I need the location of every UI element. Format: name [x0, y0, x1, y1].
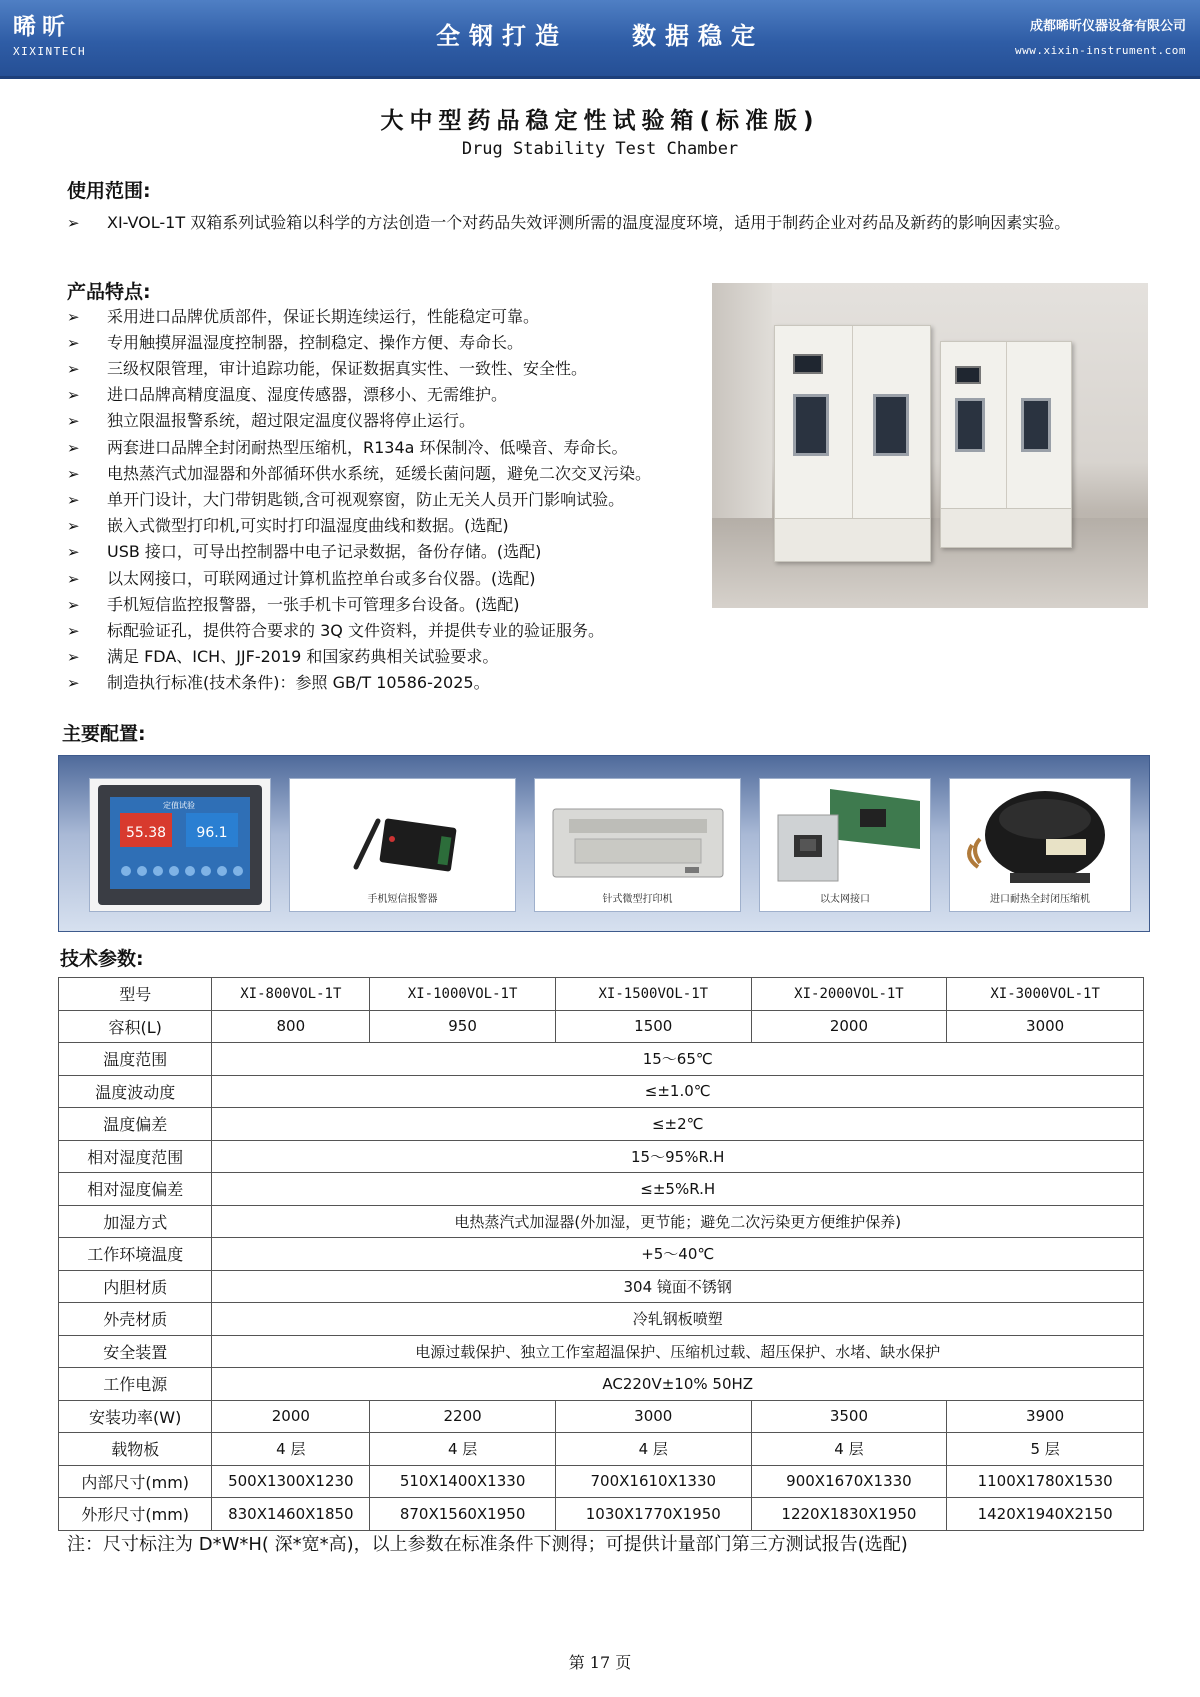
table-cell: 4 层: [212, 1433, 370, 1466]
feature-text: 手机短信监控报警器，一张手机卡可管理多台设备。(选配): [107, 595, 520, 614]
scope-heading: 使用范围:: [67, 180, 151, 202]
table-cell: 2000: [212, 1400, 370, 1433]
table-cell: 3900: [947, 1400, 1144, 1433]
bullet-arrow-icon: ➢: [67, 334, 80, 352]
bullet-arrow-icon: ➢: [67, 465, 80, 483]
bullet-arrow-icon: ➢: [67, 570, 80, 588]
bullet-arrow-icon: ➢: [67, 491, 80, 509]
feature-text: 以太网接口，可联网通过计算机监控单台或多台仪器。(选配): [107, 569, 536, 588]
table-cell-merged: +5～40℃: [212, 1238, 1144, 1271]
table-cell-merged: AC220V±10% 50HZ: [212, 1368, 1144, 1401]
table-cell-merged: 冷轧钢板喷塑: [212, 1303, 1144, 1336]
spec-table: [58, 977, 1144, 1531]
header-banner: [0, 0, 1200, 79]
feature-item: [67, 305, 539, 329]
table-cell: 2200: [370, 1400, 556, 1433]
feature-text: USB 接口，可导出控制器中电子记录数据，备份存储。(选配): [107, 542, 542, 561]
sms-alarm-icon: [290, 779, 515, 889]
table-cell: 870X1560X1950: [370, 1498, 556, 1531]
feature-text: 标配验证孔，提供符合要求的 3Q 文件资料，并提供专业的验证服务。: [107, 621, 604, 640]
chamber-base: [775, 518, 930, 561]
row-label: 安全装置: [59, 1335, 212, 1368]
row-label: 安装功率(W): [59, 1400, 212, 1433]
row-label: 内胆材质: [59, 1270, 212, 1303]
bullet-arrow-icon: ➢: [67, 674, 80, 692]
table-cell: 4 层: [370, 1433, 556, 1466]
config-label-sms-alarm: 手机短信报警器: [367, 894, 438, 905]
printer-icon: [535, 779, 740, 889]
table-row: [59, 1238, 1144, 1271]
table-cell: 3000: [555, 1400, 751, 1433]
table-row: [59, 1465, 1144, 1498]
feature-item: [67, 671, 490, 695]
bullet-arrow-icon: ➢: [67, 622, 80, 640]
touchscreen-controller-icon: [90, 779, 270, 911]
table-row: [59, 1205, 1144, 1238]
table-cell: 1100X1780X1530: [947, 1465, 1144, 1498]
row-label: 载物板: [59, 1433, 212, 1466]
table-cell: 830X1460X1850: [212, 1498, 370, 1531]
table-cell: 1220X1830X1950: [751, 1498, 947, 1531]
table-cell: 700X1610X1330: [555, 1465, 751, 1498]
config-label-printer: 针式微型打印机: [602, 894, 673, 905]
row-label: 外形尺寸(mm): [59, 1498, 212, 1531]
row-label: 工作环境温度: [59, 1238, 212, 1271]
bullet-arrow-icon: ➢: [67, 543, 80, 561]
door-divider: [1006, 342, 1007, 509]
table-cell: 4 层: [751, 1433, 947, 1466]
row-label: 温度偏差: [59, 1108, 212, 1141]
feature-text: 电热蒸汽式加湿器和外部循环供水系统，延缓长菌问题，避免二次交叉污染。: [107, 464, 652, 483]
feature-item: [67, 488, 624, 512]
door-window: [793, 394, 829, 456]
table-row: [59, 1368, 1144, 1401]
chamber-base: [941, 508, 1071, 547]
table-row: [59, 1433, 1144, 1466]
door-window: [873, 394, 909, 456]
table-row: [59, 1270, 1144, 1303]
table-cell-merged: 电热蒸汽式加湿器(外加湿，更节能；避免二次污染更方便维护保养): [212, 1205, 1144, 1238]
features-heading: 产品特点:: [67, 281, 151, 303]
feature-text: 两套进口品牌全封闭耐热型压缩机，R134a 环保制冷、低噪音、寿命长。: [107, 438, 628, 457]
table-cell: 510X1400X1330: [370, 1465, 556, 1498]
feature-text: 嵌入式微型打印机,可实时打印温湿度曲线和数据。(选配): [107, 516, 509, 535]
feature-text: 采用进口品牌优质部件，保证长期连续运行，性能稳定可靠。: [107, 307, 540, 326]
brand-name-en: XIXINTECH: [13, 45, 87, 58]
product-photo: [712, 283, 1148, 608]
feature-item: [67, 409, 475, 433]
compressor-icon: [950, 779, 1130, 889]
table-cell: XI-800VOL-1T: [212, 978, 370, 1011]
config-sms-alarm: [289, 778, 516, 912]
control-screen: [955, 366, 981, 384]
table-cell: XI-1500VOL-1T: [555, 978, 751, 1011]
bullet-arrow-icon: ➢: [67, 308, 80, 326]
table-cell: XI-2000VOL-1T: [751, 978, 947, 1011]
feature-item: [67, 357, 587, 381]
control-screen: [793, 354, 823, 374]
feature-text: 三级权限管理，审计追踪功能，保证数据真实性、一致性、安全性。: [107, 359, 588, 378]
table-cell: 1030X1770X1950: [555, 1498, 751, 1531]
table-cell-merged: 304 镜面不锈钢: [212, 1270, 1144, 1303]
ethernet-card-icon: [760, 779, 930, 889]
config-ethernet: [759, 778, 931, 912]
table-cell-merged: ≤±1.0℃: [212, 1075, 1144, 1108]
row-label: 温度范围: [59, 1043, 212, 1076]
table-cell: XI-1000VOL-1T: [370, 978, 556, 1011]
row-label: 温度波动度: [59, 1075, 212, 1108]
config-heading: 主要配置:: [62, 723, 146, 745]
config-controller: [89, 778, 271, 912]
config-label-compressor: 进口耐热全封闭压缩机: [990, 894, 1090, 905]
table-cell-merged: 电源过载保护、独立工作室超温保护、压缩机过载、超压保护、水堵、缺水保护: [212, 1335, 1144, 1368]
row-label: 内部尺寸(mm): [59, 1465, 212, 1498]
brand-name-cn: 晞昕: [13, 14, 71, 40]
config-strip: [58, 755, 1150, 932]
slogan-data: 数据稳定: [632, 22, 764, 50]
table-row: [59, 1173, 1144, 1206]
bullet-arrow-icon: ➢: [67, 360, 80, 378]
table-cell: 3000: [947, 1010, 1144, 1043]
feature-item: [67, 567, 536, 591]
row-label: 相对湿度偏差: [59, 1173, 212, 1206]
footnote: 注：尺寸标注为 D*W*H( 深*宽*高)，以上参数在标准条件下测得；可提供计量部门第三方测试报告(选配): [67, 1534, 908, 1555]
feature-text: 进口品牌高精度温度、湿度传感器，漂移小、无需维护。: [107, 385, 508, 404]
row-label: 外壳材质: [59, 1303, 212, 1336]
feature-item: [67, 514, 509, 538]
table-row: [59, 1043, 1144, 1076]
feature-item: [67, 436, 628, 460]
table-cell: 1500: [555, 1010, 751, 1043]
chamber-right: [940, 341, 1072, 548]
screen-humidity: 96.1: [196, 825, 228, 841]
table-cell: 2000: [751, 1010, 947, 1043]
bullet-arrow-icon: ➢: [67, 214, 80, 232]
feature-text: 专用触摸屏温湿度控制器，控制稳定、操作方便、寿命长。: [107, 333, 524, 352]
table-cell-merged: 15～65℃: [212, 1043, 1144, 1076]
table-row: [59, 1075, 1144, 1108]
row-label: 容积(L): [59, 1010, 212, 1043]
bullet-arrow-icon: ➢: [67, 439, 80, 457]
feature-item: [67, 593, 520, 617]
table-cell: 4 层: [555, 1433, 751, 1466]
feature-item: [67, 619, 604, 643]
bullet-arrow-icon: ➢: [67, 412, 80, 430]
row-label: 工作电源: [59, 1368, 212, 1401]
table-cell: 3500: [751, 1400, 947, 1433]
table-row: [59, 1140, 1144, 1173]
page-subtitle: Drug Stability Test Chamber: [461, 139, 739, 159]
bullet-arrow-icon: ➢: [67, 517, 80, 535]
screen-title: 定值试验: [163, 801, 195, 810]
slogan-steel: 全钢打造: [436, 22, 568, 50]
bullet-arrow-icon: ➢: [67, 386, 80, 404]
chamber-left: [774, 325, 931, 562]
feature-text: 满足 FDA、ICH、JJF-2019 和国家药典相关试验要求。: [107, 647, 499, 666]
table-cell-merged: ≤±2℃: [212, 1108, 1144, 1141]
page-title: 大中型药品稳定性试验箱(标准版): [380, 108, 820, 134]
params-heading: 技术参数:: [60, 948, 144, 970]
feature-item: [67, 645, 498, 669]
table-row: [59, 1498, 1144, 1531]
table-row: [59, 978, 1144, 1011]
page-number: 第 17 页: [568, 1653, 632, 1672]
table-row: [59, 1400, 1144, 1433]
row-label: 相对湿度范围: [59, 1140, 212, 1173]
table-cell-merged: ≤±5%R.H: [212, 1173, 1144, 1206]
door-window: [1021, 398, 1051, 452]
table-row: [59, 1335, 1144, 1368]
config-compressor: [949, 778, 1131, 912]
table-cell: 500X1300X1230: [212, 1465, 370, 1498]
config-label-ethernet: 以太网接口: [820, 894, 870, 905]
screen-temperature: 55.38: [125, 825, 167, 841]
feature-item: [67, 540, 541, 564]
door-window: [955, 398, 985, 452]
company-website[interactable]: www.xixin-instrument.com: [1015, 44, 1186, 57]
bullet-arrow-icon: ➢: [67, 648, 80, 666]
feature-text: 独立限温报警系统，超过限定温度仪器将停止运行。: [107, 411, 476, 430]
feature-item: [67, 383, 507, 407]
table-row: [59, 1303, 1144, 1336]
bullet-arrow-icon: ➢: [67, 596, 80, 614]
table-cell: 5 层: [947, 1433, 1144, 1466]
feature-item: [67, 462, 651, 486]
table-row: [59, 1108, 1144, 1141]
scope-text: XI-VOL-1T 双箱系列试验箱以科学的方法创造一个对药品失效评测所需的温度湿度环境，适用于制药企业对药品及新药的影响因素实验。: [107, 213, 1071, 232]
feature-item: [67, 331, 523, 355]
table-cell: 800: [212, 1010, 370, 1043]
feature-text: 单开门设计，大门带钥匙锁,含可视观察窗，防止无关人员开门影响试验。: [107, 490, 625, 509]
table-cell: 950: [370, 1010, 556, 1043]
row-label: 加湿方式: [59, 1205, 212, 1238]
table-cell: 1420X1940X2150: [947, 1498, 1144, 1531]
config-printer: [534, 778, 741, 912]
table-cell: 900X1670X1330: [751, 1465, 947, 1498]
door-divider: [852, 326, 853, 519]
table-cell: XI-3000VOL-1T: [947, 978, 1144, 1011]
table-row: [59, 1010, 1144, 1043]
feature-text: 制造执行标准(技术条件)：参照 GB/T 10586-2025。: [107, 673, 490, 692]
row-label: 型号: [59, 978, 212, 1011]
table-cell-merged: 15～95%R.H: [212, 1140, 1144, 1173]
company-name: 成都晞昕仪器设备有限公司: [1029, 19, 1186, 34]
